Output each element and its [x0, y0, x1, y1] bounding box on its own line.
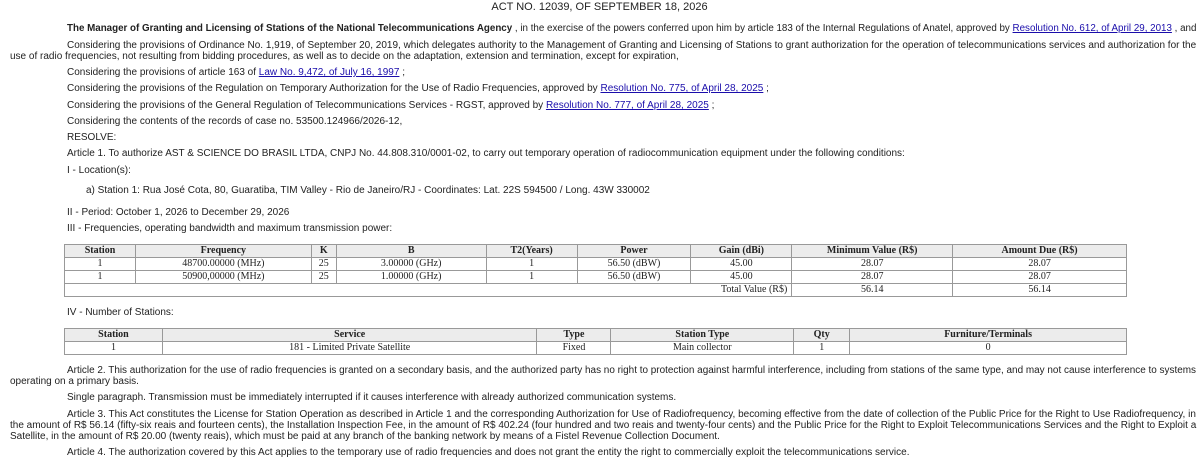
consider-temp-text: Considering the provisions of the Regulation on Temporary Authorization for the Use of Radio Frequencies, approved by: [67, 83, 601, 94]
stations-table-header: [65, 329, 1127, 342]
cell-k: 25: [311, 258, 336, 271]
cell-furniture-terminals: 0: [850, 342, 1127, 355]
cell-service: 181 - Limited Private Satellite: [162, 342, 537, 355]
stations-table: [64, 328, 1127, 355]
act-title: ACT NO. 12039, OF SEPTEMBER 18, 2026: [491, 1, 708, 13]
cell-k: 25: [311, 271, 336, 284]
cell-power: 56.50 (dBW): [577, 271, 691, 284]
location-a: a) Station 1: Rua José Cota, 80, Guaratiba, TIM Valley - Rio de Janeiro/RJ - Coordinates: Lat. 22S 594500 / Long. 43W 330002: [86, 185, 650, 196]
article-3-line1: Article 3. This Act constitutes the License for Station Operation as described in Article 1 and the corresponding Authorization for Use of Radiofrequency, becoming effective from the date of collection of the Public Price for the Right to Use Radiofrequency, in: [67, 409, 1196, 420]
consider-temp-end: ;: [763, 83, 769, 94]
single-paragraph: Single paragraph. Transmission must be immediately interrupted if it causes interference with already authorized communication systems.: [67, 392, 677, 403]
article-3-line3: Satellite, in the amount of R$ 20.00 (twenty reais), which must be paid at any branch of the banking network by means of a Fistel Revenue Collection Document.: [10, 431, 720, 442]
article-3-line2: the amount of R$ 56.14 (fifty-six reais and fourteen cents), the Installation Inspection Fee, in the amount of R$ 402.24 (four hundred and two reais and twenty-four cents) and the Public Price for the Right to Exploit Telecommunications Services and the Right to Exploit a: [10, 420, 1197, 431]
col-minimum-value: Minimum Value (R$): [792, 245, 953, 258]
cell-frequency: 48700.00000 (MHz): [135, 258, 311, 271]
total-minimum-value: 56.14: [792, 284, 953, 297]
cell-qty: 1: [794, 342, 850, 355]
consider-law: [67, 67, 405, 79]
col-b: B: [336, 245, 486, 258]
intro-text-end: , and: [1171, 23, 1197, 34]
consider-rgst: [67, 100, 714, 112]
consider-ordinance-line2: use of radio frequencies, not resulting from bidding procedures, as well as to decide on the adaptation, extension and termination, except for expiration,: [10, 51, 679, 62]
frequency-table-header: [65, 245, 1127, 258]
cell-b: 1.00000 (GHz): [336, 271, 486, 284]
resolution-612-link[interactable]: Resolution No. 612, of April 29, 2013: [1012, 23, 1172, 34]
resolution-777-link[interactable]: Resolution No. 777, of April 28, 2025: [545, 100, 709, 111]
resolution-775-link[interactable]: Resolution No. 775, of April 28, 2025: [600, 83, 764, 94]
cell-power: 56.50 (dBW): [577, 258, 691, 271]
col-service: Service: [162, 329, 537, 342]
total-row: [65, 284, 1127, 297]
article-2-line2: operating on a primary basis.: [10, 376, 139, 387]
article-2-line1: Article 2. This authorization for the use of radio frequencies is granted on a secondary basis, and the authorized party has no right to protection against harmful interference, including from stations of the same type, and may not cause interference to systems: [67, 365, 1196, 376]
frequency-table: [64, 244, 1127, 297]
cell-frequency: 50900,00000 (MHz): [135, 271, 311, 284]
cell-station: 1: [65, 258, 136, 271]
intro-paragraph: [67, 23, 1196, 35]
resolve-heading: RESOLVE:: [67, 132, 117, 143]
consider-rgst-text: Considering the provisions of the General Regulation of Telecommunications Services - RGST, approved by: [67, 100, 546, 111]
cell-station-type: Main collector: [611, 342, 794, 355]
col-k: K: [311, 245, 336, 258]
cell-type: Fixed: [537, 342, 611, 355]
cell-minimum-value: 28.07: [792, 271, 953, 284]
cell-amount-due: 28.07: [953, 258, 1127, 271]
cell-b: 3.00000 (GHz): [336, 258, 486, 271]
cell-t2: 1: [486, 258, 577, 271]
col-frequency: Frequency: [135, 245, 311, 258]
col-station: Station: [65, 245, 136, 258]
col-type: Type: [537, 329, 611, 342]
article-4: Article 4. The authorization covered by this Act applies to the temporary use of radio frequencies and does not grant the entity the right to commercially exploit the telecommunications service.: [67, 447, 910, 458]
consider-ordinance-line1: Considering the provisions of Ordinance No. 1,919, of September 20, 2019, which delegates authority to the Management of Granting and Licensing of Stations to grant authorization for the operation of telecommunications services and authorization for the: [67, 40, 1197, 51]
col-t2: T2(Years): [486, 245, 577, 258]
cell-station: 1: [65, 342, 163, 355]
consider-temporary-regulation: [67, 83, 769, 95]
intro-text: , in the exercise of the powers conferred upon him by article 183 of the Internal Regulations of Anatel, approved by: [512, 23, 1013, 34]
locations-heading: I - Location(s):: [67, 165, 131, 176]
article-1: Article 1. To authorize AST & SCIENCE DO BRASIL LTDA, CNPJ No. 44.808.310/0001-02, to carry out temporary operation of radiocommunication equipment under the following conditions:: [67, 148, 905, 159]
consider-rgst-end: ;: [708, 100, 715, 111]
table-row: [65, 271, 1127, 284]
consider-law-text: Considering the provisions of article 163 of: [67, 67, 259, 78]
consider-law-end: ;: [399, 67, 405, 78]
table-row: [65, 258, 1127, 271]
cell-gain: 45.00: [691, 271, 792, 284]
cell-amount-due: 28.07: [953, 271, 1127, 284]
col-station-type: Station Type: [611, 329, 794, 342]
agency-name: The Manager of Granting and Licensing of Stations of the National Telecommunications Agency: [67, 23, 513, 34]
col-power: Power: [577, 245, 691, 258]
col-station: Station: [65, 329, 163, 342]
period: II - Period: October 1, 2026 to December 29, 2026: [67, 207, 290, 218]
law-9472-link[interactable]: Law No. 9,472, of July 16, 1997: [258, 67, 400, 78]
total-amount-due: 56.14: [953, 284, 1127, 297]
frequencies-heading: III - Frequencies, operating bandwidth and maximum transmission power:: [67, 223, 393, 234]
table-row: [65, 342, 1127, 355]
col-furniture-terminals: Furniture/Terminals: [850, 329, 1127, 342]
col-amount-due: Amount Due (R$): [953, 245, 1127, 258]
consider-records: Considering the contents of the records of case no. 53500.124966/2026-12,: [67, 116, 403, 127]
cell-gain: 45.00: [691, 258, 792, 271]
cell-minimum-value: 28.07: [792, 258, 953, 271]
col-gain: Gain (dBi): [691, 245, 792, 258]
total-label: Total Value (R$): [65, 284, 792, 297]
stations-heading: IV - Number of Stations:: [67, 307, 174, 318]
cell-station: 1: [65, 271, 136, 284]
col-qty: Qty: [794, 329, 850, 342]
cell-t2: 1: [486, 271, 577, 284]
